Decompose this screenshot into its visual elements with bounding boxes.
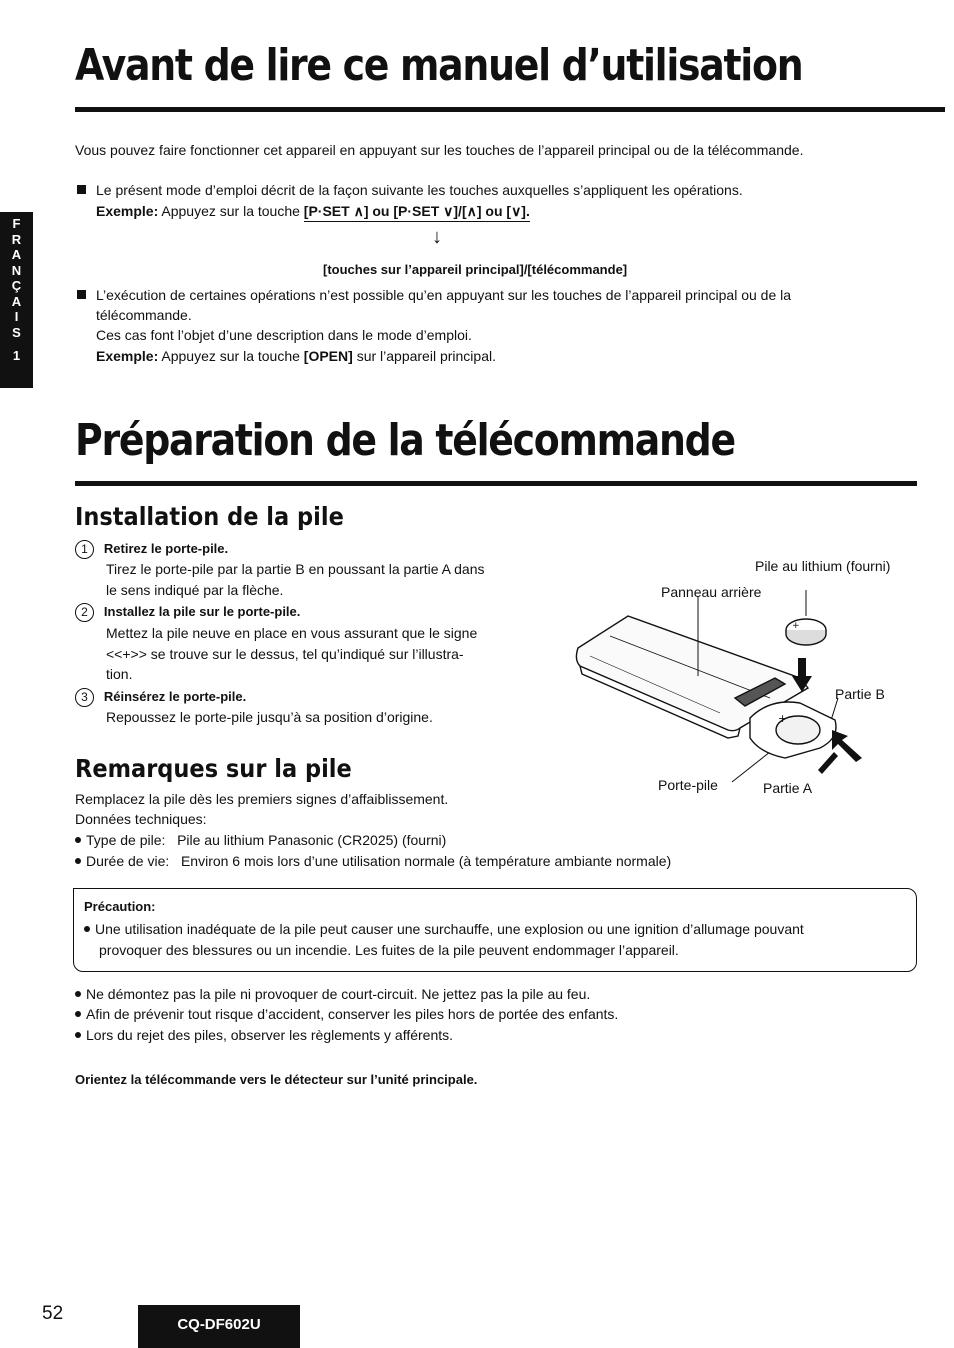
- holder-label: Porte-pile: [658, 777, 718, 793]
- bullet1-example: [96, 201, 530, 221]
- bullet2-line3: Ces cas font l’objet d’une description dans le mode d’emploi.: [96, 327, 472, 343]
- page-title: Avant de lire ce manuel d’utilisation: [75, 40, 803, 91]
- side-tab-letter: N: [11, 262, 22, 278]
- intro-text: Vous pouvez faire fonctionner cet appareil en appuyant sur les touches de l’appareil principal ou de la télécommande.: [75, 142, 804, 158]
- spec-life: [75, 851, 671, 871]
- spec-label: Type de pile:: [86, 832, 166, 848]
- side-tab-letter: Ç: [11, 278, 22, 293]
- side-tab-letter: A: [11, 293, 22, 309]
- caution-line2: provoquer des blessures ou un incendie. Les fuites de la pile peuvent endommager l’appareil.: [99, 942, 679, 958]
- square-bullet-icon: [77, 185, 86, 194]
- step-2: [75, 601, 300, 622]
- step-number: 1: [75, 540, 94, 559]
- example-label: Exemple:: [96, 203, 159, 219]
- plus-sign: +: [792, 621, 800, 631]
- step-title: Réinsérez le porte-pile.: [103, 689, 247, 704]
- section-title: Préparation de la télécommande: [75, 415, 735, 466]
- spec-type: [75, 830, 446, 850]
- step-number: 3: [75, 688, 94, 707]
- battery-holder: [750, 702, 836, 758]
- install-heading: Installation de la pile: [75, 502, 344, 531]
- step-1: [75, 538, 228, 559]
- remarks-text: Remplacez la pile dès les premiers signes d’affaiblissement.: [75, 791, 449, 807]
- keys-caption: [touches sur l’appareil principal]/[télécommande]: [323, 262, 628, 277]
- spec-value: Environ 6 mois lors d’une utilisation normale (à température ambiante normale): [180, 853, 672, 869]
- note-item: [75, 1004, 618, 1024]
- plus-sign: +: [778, 712, 788, 725]
- model-badge: CQ-DF602U: [138, 1305, 300, 1348]
- square-bullet-icon: [77, 290, 86, 299]
- caution-box: [73, 888, 917, 972]
- section-rule: [75, 481, 917, 486]
- caution-text: Une utilisation inadéquate de la pile peut causer une surchauffe, une explosion ou une ignition d’allumage pouvant: [95, 921, 804, 937]
- step-text: Mettez la pile neuve en place en vous assurant que le signe: [106, 625, 478, 641]
- note-text: Afin de prévenir tout risque d’accident, conserver les piles hors de portée des enfants.: [86, 1006, 619, 1022]
- step-text: <<+>> se trouve sur le dessus, tel qu’indiqué sur l’illustra-: [106, 646, 464, 662]
- spec-label: Durée de vie:: [86, 853, 170, 869]
- step-text: le sens indiqué par la flèche.: [106, 582, 284, 598]
- remarks-text: Données techniques:: [75, 811, 207, 827]
- orient-instruction: Orientez la télécommande vers le détecteur sur l’unité principale.: [75, 1072, 478, 1087]
- caution-title: Précaution:: [84, 899, 156, 914]
- step-text: Tirez le porte-pile par la partie B en poussant la partie A dans: [106, 561, 485, 577]
- bullet-dot-icon: [75, 1032, 81, 1038]
- bullet-dot-icon: [84, 926, 90, 932]
- step-number: 2: [75, 603, 94, 622]
- example-text: Appuyez sur la touche: [161, 348, 300, 364]
- side-tab-number: 1: [12, 348, 21, 363]
- side-tab-letter: R: [11, 231, 22, 247]
- step-3: [75, 686, 246, 707]
- side-tab-letter: A: [11, 247, 22, 262]
- page-number: 52: [42, 1303, 64, 1324]
- part-b-label: Partie B: [835, 686, 885, 702]
- example-text: sur l’appareil principal.: [356, 348, 496, 364]
- battery-label: Pile au lithium (fourni): [755, 558, 891, 574]
- step-title: Retirez le porte-pile.: [103, 541, 229, 556]
- example-keys: [P·SET ∧] ou [P·SET ∨]/[∧] ou [∨].: [304, 203, 530, 222]
- rear-panel-label: Panneau arrière: [661, 584, 762, 600]
- note-item: [75, 984, 590, 1004]
- note-item: [75, 1025, 453, 1045]
- example-label: Exemple:: [96, 348, 159, 364]
- example-text: Appuyez sur la touche: [161, 203, 300, 219]
- side-tab-letter: I: [14, 309, 19, 324]
- side-tab-letter: S: [12, 324, 21, 340]
- part-a-label: Partie A: [763, 780, 813, 796]
- caution-line1: [84, 919, 804, 939]
- example-key: [OPEN]: [303, 348, 353, 364]
- step-title: Installez la pile sur le porte-pile.: [103, 604, 301, 619]
- down-arrow-icon: ↓: [432, 226, 442, 248]
- bullet2-line1: L’exécution de certaines opérations n’est possible qu’en appuyant sur les touches de l’appareil principal ou de la: [96, 287, 792, 303]
- bullet-dot-icon: [75, 991, 81, 997]
- title-rule: [75, 107, 945, 112]
- bullet-dot-icon: [75, 858, 81, 864]
- step-text: tion.: [106, 666, 133, 682]
- bullet-dot-icon: [75, 1011, 81, 1017]
- side-tab-letter: F: [12, 216, 21, 231]
- language-side-tab: [0, 212, 33, 388]
- note-text: Ne démontez pas la pile ni provoquer de court-circuit. Ne jettez pas la pile au feu.: [86, 986, 591, 1002]
- remarks-heading: Remarques sur la pile: [75, 754, 352, 783]
- bullet2-example: [96, 346, 496, 366]
- battery-coin: [786, 619, 826, 645]
- note-text: Lors du rejet des piles, observer les règlements y afférents.: [86, 1027, 454, 1043]
- spec-value: Pile au lithium Panasonic (CR2025) (fourni): [177, 832, 447, 848]
- bullet-dot-icon: [75, 837, 81, 843]
- bullet2-line2: télécommande.: [96, 307, 192, 323]
- step-text: Repoussez le porte-pile jusqu’à sa position d’origine.: [106, 709, 433, 725]
- battery-figure: [570, 548, 920, 808]
- bullet1-text: Le présent mode d’emploi décrit de la façon suivante les touches auxquelles s’appliquent les opérations.: [96, 182, 743, 198]
